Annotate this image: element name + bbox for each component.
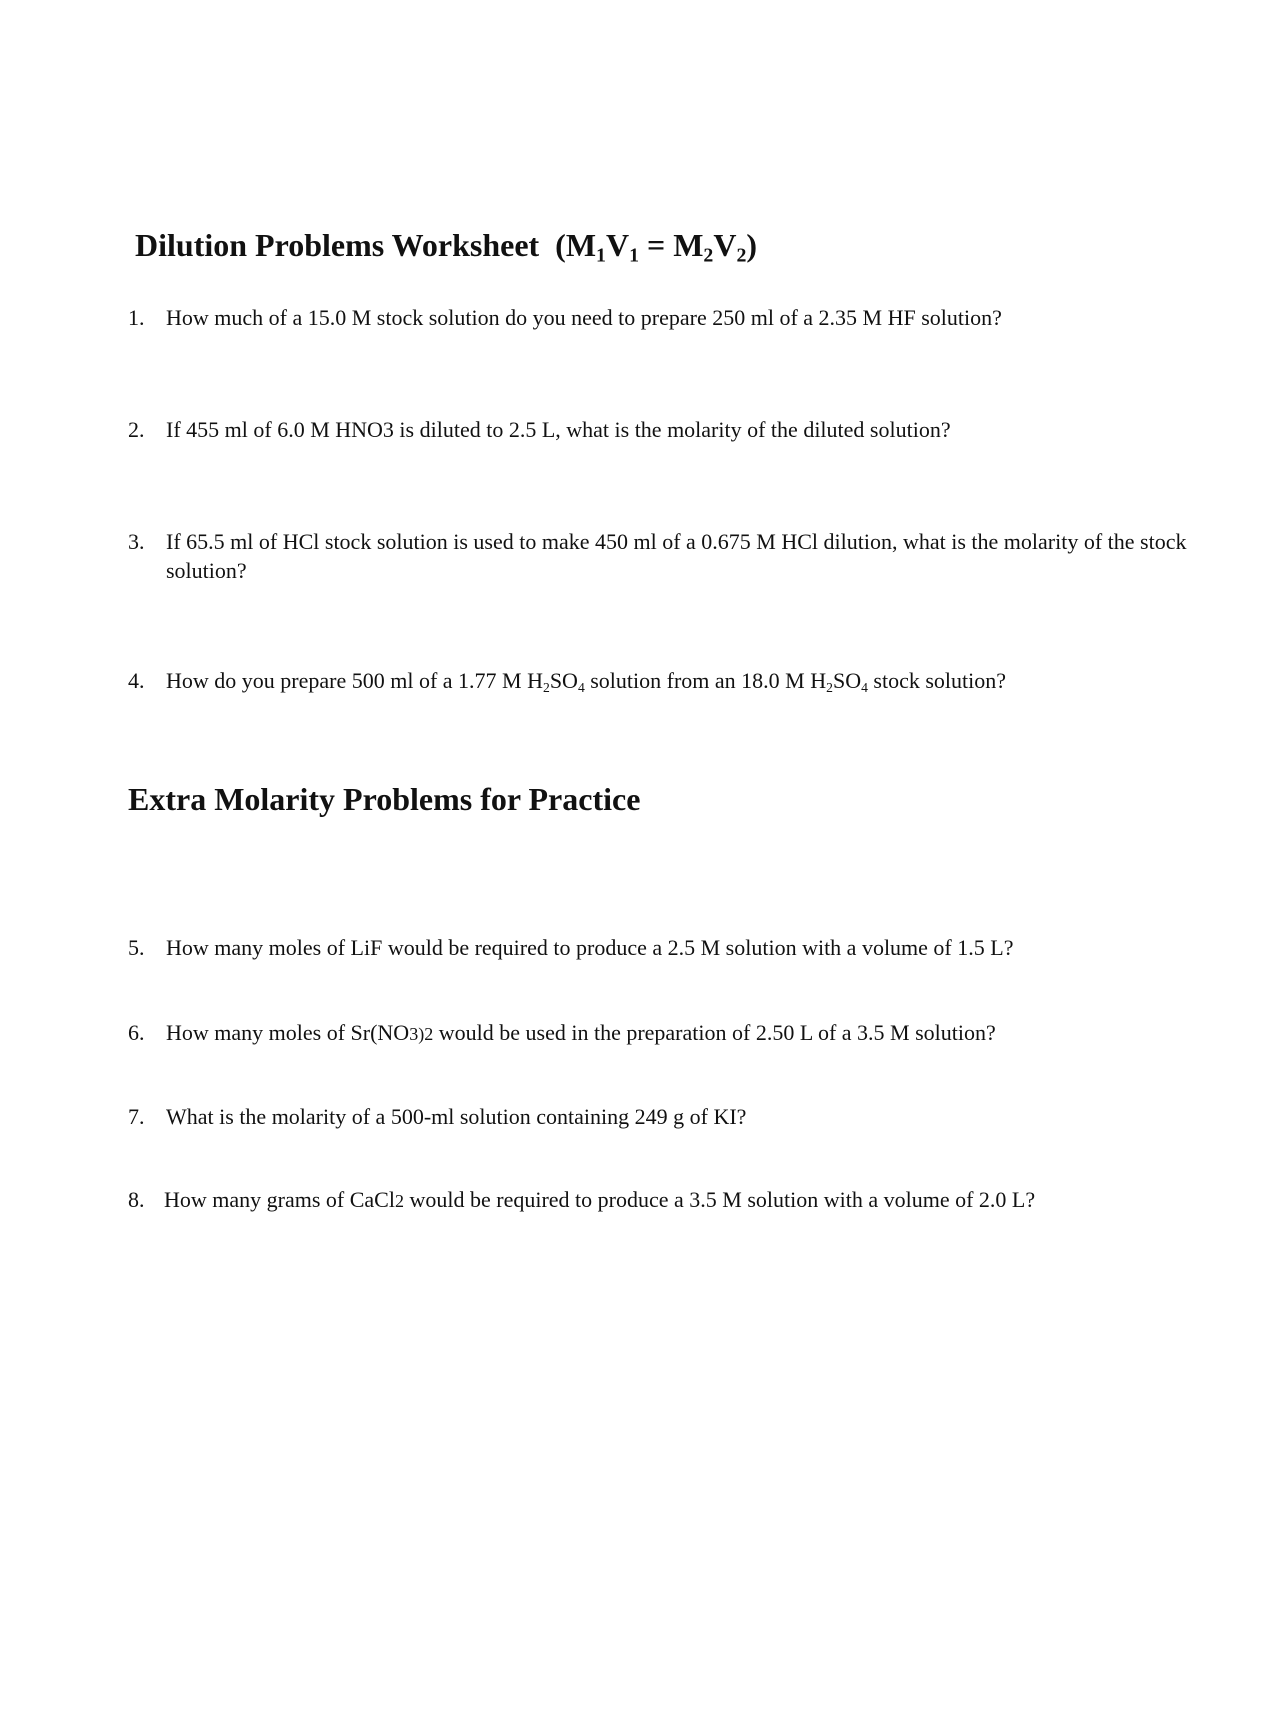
formula-open-paren: (	[555, 227, 566, 263]
formula-m1: M	[565, 227, 597, 263]
question-text: If 455 ml of 6.0 M HNO3 is diluted to 2.5 L, what is the molarity of the diluted solution?	[166, 417, 951, 442]
q4-text-part: How do you prepare 500 ml of a 1.77 M H	[166, 668, 543, 693]
q8-text-part: would be required to produce a 3.5 M solution with a volume of 2.0 L?	[403, 1187, 1036, 1212]
q6-text-part: How many moles of Sr(NO	[166, 1020, 410, 1045]
q4-text-part: SO	[549, 668, 578, 693]
question-text: If 65.5 ml of HCl stock solution is used to make 450 ml of a 0.675 M HCl dilution, what is the molarity of the stock solution?	[166, 529, 1187, 583]
question-number: 7.	[128, 1104, 145, 1129]
question-4	[128, 666, 1188, 695]
q4-text-part: solution from an 18.0 M H	[584, 668, 827, 693]
formula-equals: =	[638, 227, 674, 263]
question-text	[166, 666, 1188, 695]
question-text: What is the molarity of a 500-ml solution containing 249 g of KI?	[166, 1104, 747, 1129]
q6-formula-part: 3)2	[409, 1024, 434, 1044]
q4-subscript: 4	[861, 679, 868, 695]
question-number: 8.	[128, 1187, 145, 1212]
dilution-formula	[555, 227, 758, 267]
formula-m2-subscript: 2	[703, 244, 714, 267]
q4-subscript: 4	[577, 679, 585, 695]
q8-text-part: How many grams of CaCl	[164, 1187, 395, 1212]
q6-text-part: would be used in the preparation of 2.50 L of a 3.5 M solution?	[433, 1020, 996, 1045]
question-number: 2.	[128, 417, 145, 442]
question-7	[128, 1102, 1188, 1131]
formula-v1-subscript: 1	[629, 244, 639, 267]
question-text	[164, 1185, 1188, 1216]
dilution-title-text: Dilution Problems Worksheet	[135, 227, 540, 263]
formula-m2: M	[673, 227, 704, 263]
question-number: 4.	[128, 668, 145, 693]
q4-text-part: SO	[832, 668, 862, 693]
question-5	[128, 933, 1188, 962]
question-text	[166, 1018, 1188, 1049]
formula-close-paren: )	[746, 227, 758, 263]
extra-molarity-title: Extra Molarity Problems for Practice	[128, 781, 641, 817]
question-6	[128, 1018, 1188, 1049]
question-number: 3.	[128, 529, 145, 554]
question-number: 6.	[128, 1020, 145, 1045]
formula-v2-subscript: 2	[736, 244, 747, 267]
q8-formula-part: 2	[394, 1191, 404, 1211]
question-2	[128, 415, 1188, 444]
formula-m1-subscript: 1	[596, 244, 606, 267]
q4-subscript: 2	[543, 679, 550, 695]
q4-text-part: stock solution?	[867, 668, 1006, 693]
dilution-worksheet-title	[135, 227, 758, 267]
question-3	[128, 527, 1188, 585]
q4-subscript: 2	[826, 679, 833, 695]
question-text: How many moles of LiF would be required to produce a 2.5 M solution with a volume of 1.5 L?	[166, 935, 1014, 960]
question-1	[128, 303, 1188, 332]
question-8	[128, 1185, 1188, 1216]
question-number: 5.	[128, 935, 145, 960]
question-number: 1.	[128, 305, 145, 330]
question-text: How much of a 15.0 M stock solution do you need to prepare 250 ml of a 2.35 M HF solution?	[166, 305, 1002, 330]
formula-v2: V	[713, 227, 737, 263]
formula-v1: V	[605, 227, 630, 263]
